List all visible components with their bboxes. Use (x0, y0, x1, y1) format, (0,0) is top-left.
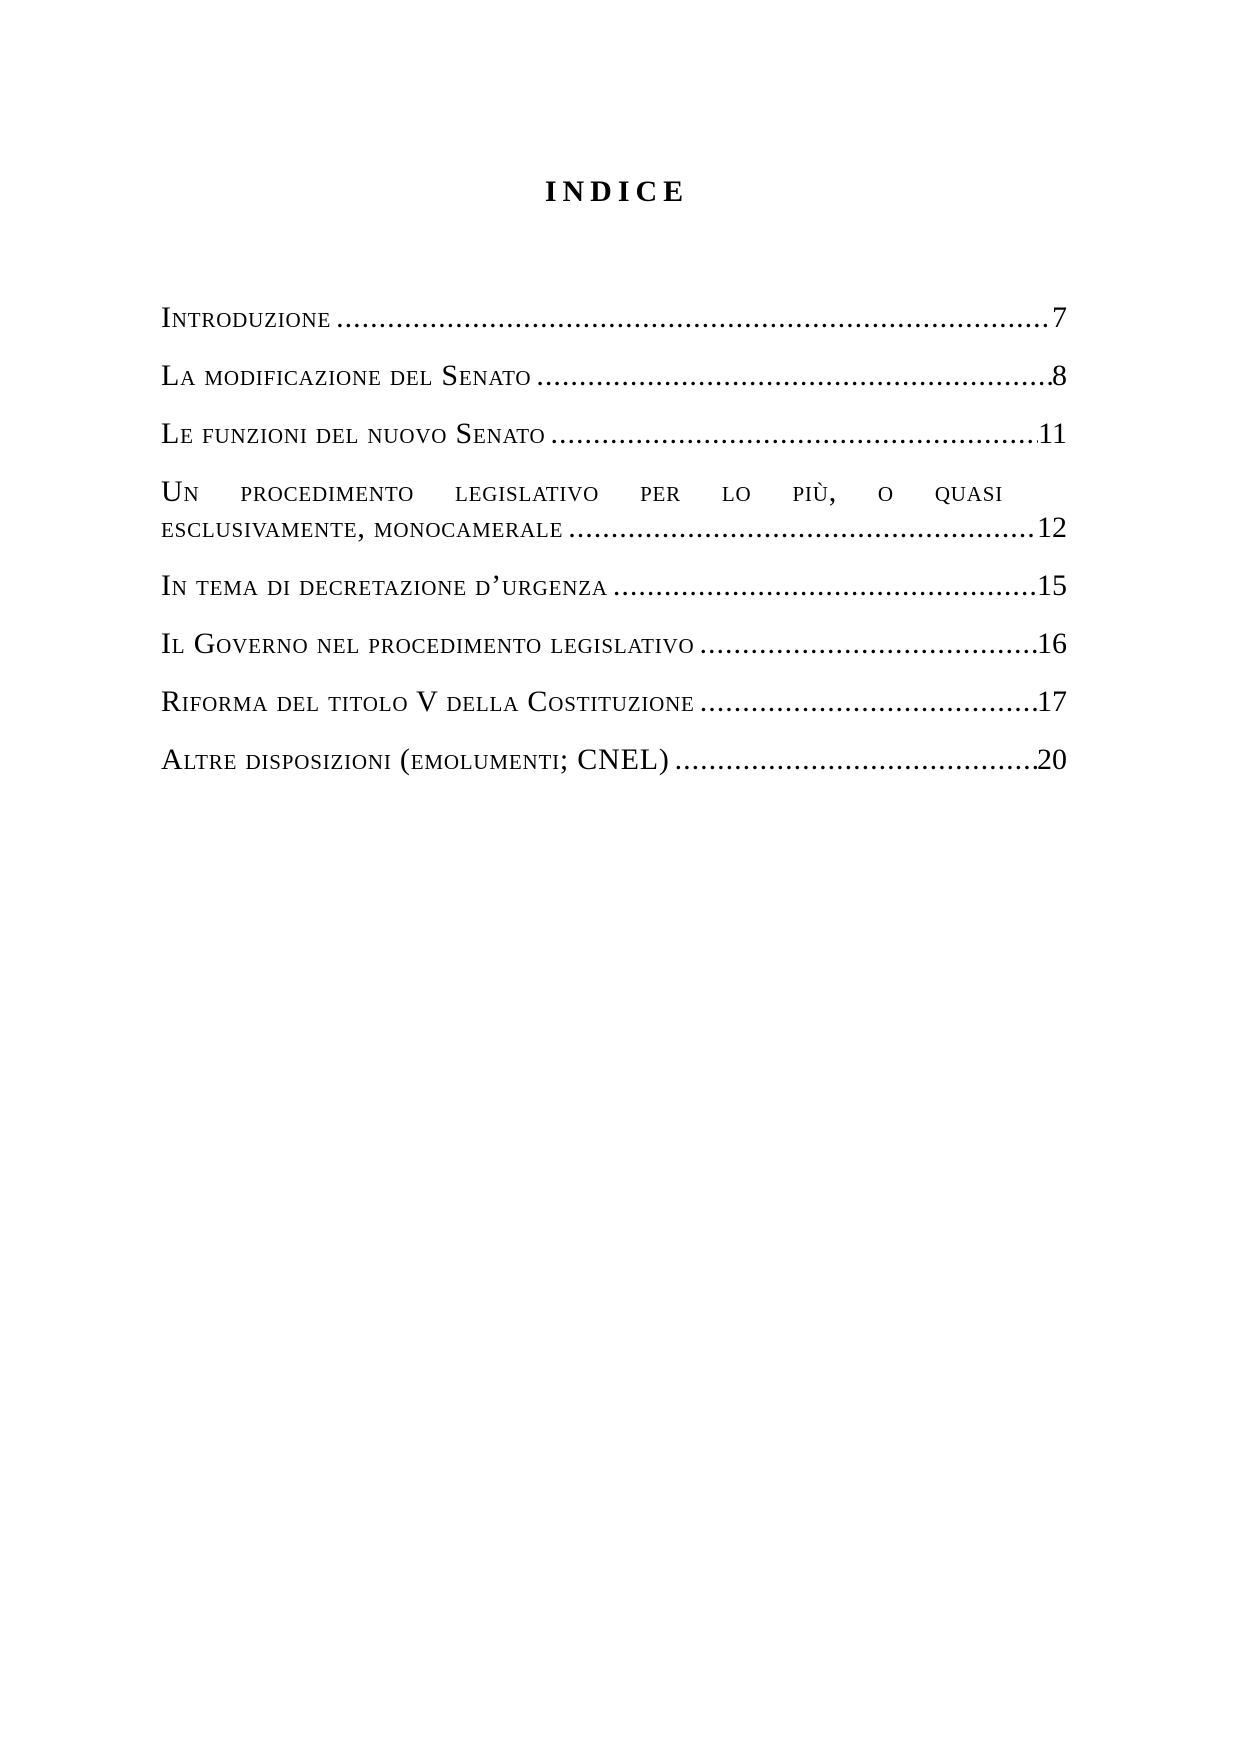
page-number: 17 (1037, 685, 1067, 718)
toc-entry-title: La modificazione del Senato (161, 359, 532, 392)
toc-entry (161, 416, 1067, 452)
leader-dots (331, 300, 1052, 336)
page-number: 7 (1052, 301, 1067, 334)
page-number: 8 (1052, 359, 1067, 392)
page-number: 12 (1037, 511, 1067, 544)
leader-dots (695, 684, 1037, 720)
page-number: 20 (1037, 743, 1067, 776)
leader-dots (694, 626, 1037, 662)
page-number: 16 (1037, 627, 1067, 660)
leader-dots (608, 568, 1037, 604)
toc-entry (161, 626, 1067, 662)
toc-entry (161, 358, 1067, 394)
toc-entry-title-line2: esclusivamente, monocamerale (161, 511, 564, 544)
toc-entry-title: Introduzione (161, 301, 332, 334)
toc-entry (161, 474, 1067, 546)
toc-entry (161, 742, 1067, 778)
leader-dots (563, 510, 1037, 546)
toc-entry (161, 300, 1067, 336)
toc-entry-title: Il Governo nel procedimento legislativo (161, 627, 695, 660)
toc-entry-title: Altre disposizioni (emolumenti; CNEL) (161, 743, 670, 776)
toc-entry (161, 568, 1067, 604)
toc-entry-title: Le funzioni del nuovo Senato (161, 417, 546, 450)
page-title: INDICE (544, 175, 690, 208)
leader-dots (546, 416, 1039, 452)
toc-entry-title: In tema di decretazione d’urgenza (161, 569, 608, 602)
page-number: 15 (1037, 569, 1067, 602)
page-number: 11 (1038, 417, 1067, 450)
toc-entry (161, 684, 1067, 720)
table-of-contents (161, 300, 1067, 778)
leader-dots (531, 358, 1052, 394)
toc-entry-title: Riforma del titolo V della Costituzione (161, 685, 695, 718)
leader-dots (670, 742, 1037, 778)
toc-entry-title-line1: Un procedimento legislativo per lo più, o quasi (161, 475, 1003, 508)
